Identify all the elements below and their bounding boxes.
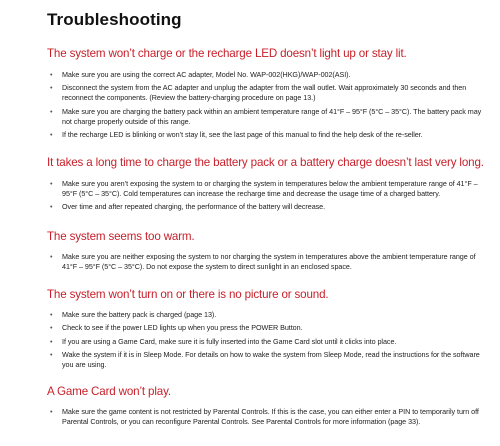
list-item: • Disconnect the system from the AC adapter and unplug the adapter from the wall outlet. Wait approximately 30 seconds and then reconnect the components. (Review the battery-charging procedure on page 13.) (50, 83, 467, 103)
list-item: • If you are using a Game Card, make sure it is fully inserted into the Game Card slot until it clicks into place. (50, 336, 397, 346)
bullet-icon: • (50, 323, 53, 333)
bullet-icon: • (50, 70, 53, 79)
section-heading-no-power: The system won’t turn on or there is no picture or sound. (47, 288, 329, 301)
list-item: • If the recharge LED is blinking or won’t stay lit, see the last page of this manual to find the help desk of the re-seller. (50, 130, 423, 140)
section-heading-game-card: A Game Card won’t play. (47, 385, 171, 398)
page-title: Troubleshooting (47, 10, 182, 29)
section-heading-too-warm: The system seems too warm. (47, 230, 195, 243)
bullet-icon: • (50, 349, 53, 359)
list-item: • Make sure you are using the correct AC adapter, Model No. WAP-002(HKG)/WAP-002(ASI). (50, 70, 351, 79)
bullet-icon: • (50, 83, 53, 93)
bullet-icon: • (50, 106, 53, 116)
section-list-battery-life (50, 179, 490, 216)
section-list-charge (50, 70, 490, 143)
list-item: • Make sure you aren’t exposing the system to or charging the system in temperatures below the ambient temperature range of 41°F – 95°F (5°C – 35°C). Cold temperatures can increase the recharge time and decrease the usage time of a charged battery. (50, 179, 478, 199)
section-list-game-card (50, 407, 490, 430)
bullet-icon: • (50, 252, 53, 261)
list-item: • Make sure you are charging the battery pack within an ambient temperature range of 41°F – 95°F (5°C – 35°C). The battery pack may not charge properly outside of this range. (50, 106, 482, 126)
section-list-no-power (50, 310, 490, 373)
list-item: • Make sure you are neither exposing the system to nor charging the system in temperatures above the ambient temperature range of 41°F – 95°F (5°C – 35°C). Do not expose the system to direct sunlight in an enclosed space. (50, 252, 476, 272)
list-item: • Make sure the game content is not restricted by Parental Controls. If this is the case, you can either enter a PIN to temporarily turn off Parental Controls, or you can reconfigure Parental Controls. See Parental Controls for more information (page 33). (50, 407, 479, 427)
list-item: • Wake the system if it is in Sleep Mode. For details on how to wake the system from Sleep Mode, read the instructions for the software you are using. (50, 349, 480, 369)
bullet-icon: • (50, 130, 53, 140)
section-heading-battery-life: It takes a long time to charge the battery pack or a battery charge doesn’t last very long. (47, 156, 484, 169)
section-list-too-warm (50, 252, 490, 275)
list-item: • Make sure the battery pack is charged (page 13). (50, 310, 217, 319)
section-heading-charge: The system won’t charge or the recharge LED doesn’t light up or stay lit. (47, 47, 407, 60)
list-item: • Over time and after repeated charging, the performance of the battery will decrease. (50, 202, 326, 212)
bullet-icon: • (50, 202, 53, 212)
bullet-icon: • (50, 407, 53, 416)
bullet-icon: • (50, 179, 53, 188)
bullet-icon: • (50, 310, 53, 319)
bullet-icon: • (50, 336, 53, 346)
list-item: • Check to see if the power LED lights up when you press the POWER Button. (50, 323, 303, 333)
